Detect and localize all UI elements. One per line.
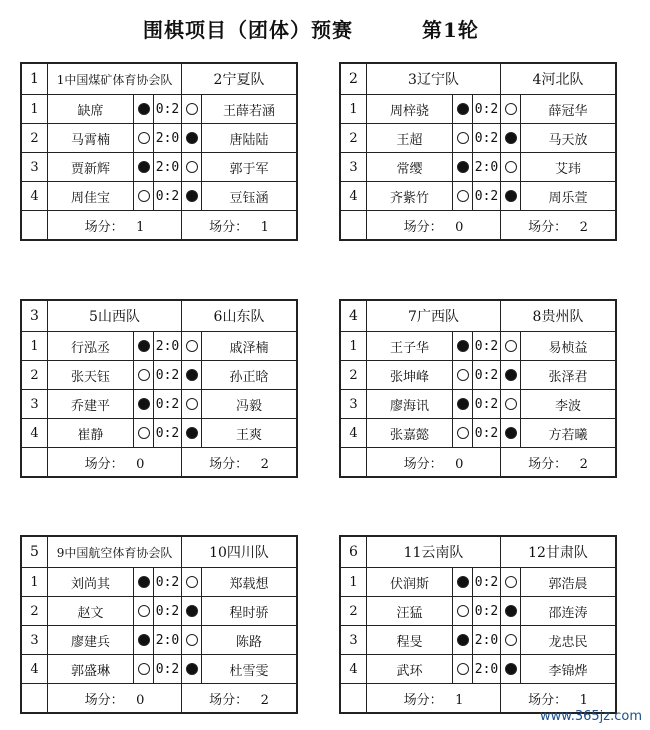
game-score: 2:0	[154, 124, 182, 153]
player-b: 豆钰涵	[202, 182, 297, 211]
white-stone-icon	[138, 369, 150, 381]
black-stone-icon	[457, 398, 469, 410]
player-a: 汪猛	[367, 597, 453, 626]
player-a: 贾新辉	[48, 153, 134, 182]
black-stone-icon	[138, 161, 150, 173]
player-a: 王超	[367, 124, 453, 153]
board-number: 1	[341, 95, 367, 124]
game-score: 2:0	[473, 153, 501, 182]
player-b: 邵连涛	[521, 597, 616, 626]
player-b: 薛冠华	[521, 95, 616, 124]
table-row	[341, 568, 616, 597]
board-number: 4	[341, 655, 367, 684]
table-row	[341, 153, 616, 182]
player-a: 常缨	[367, 153, 453, 182]
game-score: 0:2	[473, 361, 501, 390]
player-b: 马天放	[521, 124, 616, 153]
board-number: 3	[22, 390, 48, 419]
table-row	[22, 390, 297, 419]
team-b-points	[501, 211, 616, 240]
points-label: 场分：	[209, 456, 249, 472]
board-number: 3	[341, 153, 367, 182]
team-a-name: 9中国航空体育协会队	[48, 537, 182, 568]
team-b-points	[501, 448, 616, 477]
team-a-points	[367, 448, 501, 477]
match-number: 3	[22, 301, 48, 332]
black-stone-icon	[186, 605, 198, 617]
black-stone-icon	[186, 663, 198, 675]
team-b-name: 8贵州队	[501, 301, 616, 332]
board-number: 2	[22, 124, 48, 153]
black-stone-icon	[457, 634, 469, 646]
points-value: 0	[136, 456, 145, 472]
white-stone-icon	[186, 340, 198, 352]
white-stone-icon	[505, 576, 517, 588]
table-row	[22, 568, 297, 597]
game-score: 0:2	[154, 95, 182, 124]
board-number: 2	[341, 597, 367, 626]
player-b: 陈路	[202, 626, 297, 655]
points-label: 场分：	[84, 456, 124, 472]
match-table-5	[20, 535, 298, 714]
table-row	[341, 626, 616, 655]
white-stone-icon	[186, 161, 198, 173]
team-a-name: 11云南队	[367, 537, 501, 568]
points-label: 场分：	[403, 219, 443, 235]
team-b-name: 4河北队	[501, 64, 616, 95]
player-a: 廖海讯	[367, 390, 453, 419]
black-stone-icon	[505, 132, 517, 144]
game-score: 2:0	[473, 626, 501, 655]
match-number: 2	[341, 64, 367, 95]
round-title: 第1轮	[422, 18, 479, 42]
black-stone-icon	[138, 340, 150, 352]
player-a: 王子华	[367, 332, 453, 361]
player-a: 乔建平	[48, 390, 134, 419]
game-score: 2:0	[154, 332, 182, 361]
player-b: 张泽君	[521, 361, 616, 390]
points-label: 场分：	[84, 692, 124, 708]
board-number: 2	[341, 361, 367, 390]
black-stone-icon	[457, 161, 469, 173]
points-label: 场分：	[528, 219, 568, 235]
player-b: 王薛若涵	[202, 95, 297, 124]
game-score: 0:2	[154, 655, 182, 684]
white-stone-icon	[186, 634, 198, 646]
black-stone-icon	[505, 190, 517, 202]
black-stone-icon	[138, 103, 150, 115]
player-b: 艾玮	[521, 153, 616, 182]
table-row	[22, 626, 297, 655]
game-score: 0:2	[154, 419, 182, 448]
game-score: 0:2	[154, 182, 182, 211]
player-a: 伏润斯	[367, 568, 453, 597]
table-row	[341, 95, 616, 124]
points-label: 场分：	[528, 456, 568, 472]
player-a: 崔静	[48, 419, 134, 448]
table-row	[341, 332, 616, 361]
board-number: 4	[22, 655, 48, 684]
board-number: 4	[341, 419, 367, 448]
match-number: 1	[22, 64, 48, 95]
match-points-row	[341, 211, 616, 240]
player-b: 周乐萱	[521, 182, 616, 211]
player-a: 刘尚其	[48, 568, 134, 597]
table-row	[341, 124, 616, 153]
points-label: 场分：	[403, 456, 443, 472]
game-score: 0:2	[473, 419, 501, 448]
match-points-row	[22, 211, 297, 240]
match-points-row	[22, 684, 297, 713]
player-a: 武环	[367, 655, 453, 684]
white-stone-icon	[505, 161, 517, 173]
table-row	[22, 95, 297, 124]
team-a-points	[48, 448, 182, 477]
player-a: 周梓骁	[367, 95, 453, 124]
black-stone-icon	[505, 663, 517, 675]
table-row	[341, 390, 616, 419]
game-score: 0:2	[154, 568, 182, 597]
board-number: 4	[341, 182, 367, 211]
match-number: 6	[341, 537, 367, 568]
white-stone-icon	[138, 663, 150, 675]
black-stone-icon	[505, 369, 517, 381]
game-score: 0:2	[154, 361, 182, 390]
team-a-name: 7广西队	[367, 301, 501, 332]
player-a: 张天钰	[48, 361, 134, 390]
watermark: www.365jz.com	[540, 709, 642, 724]
player-a: 张嘉懿	[367, 419, 453, 448]
match-table-4	[339, 299, 617, 478]
table-row	[22, 332, 297, 361]
player-a: 齐紫竹	[367, 182, 453, 211]
game-score: 2:0	[154, 153, 182, 182]
table-row	[22, 182, 297, 211]
game-score: 0:2	[154, 597, 182, 626]
team-b-name: 12甘肃队	[501, 537, 616, 568]
match-table-6	[339, 535, 617, 714]
table-row	[22, 124, 297, 153]
game-score: 0:2	[473, 568, 501, 597]
board-number: 3	[22, 153, 48, 182]
team-a-name: 3辽宁队	[367, 64, 501, 95]
player-a: 周佳宝	[48, 182, 134, 211]
board-number: 1	[341, 568, 367, 597]
player-b: 杜雪雯	[202, 655, 297, 684]
points-label: 场分：	[528, 692, 568, 708]
points-value: 1	[260, 219, 269, 235]
player-a: 马霄楠	[48, 124, 134, 153]
white-stone-icon	[186, 576, 198, 588]
player-a: 廖建兵	[48, 626, 134, 655]
white-stone-icon	[505, 340, 517, 352]
points-label: 场分：	[209, 692, 249, 708]
black-stone-icon	[138, 634, 150, 646]
team-a-name: 1中国煤矿体育协会队	[48, 64, 182, 95]
board-number: 2	[22, 597, 48, 626]
game-score: 0:2	[473, 124, 501, 153]
game-score: 0:2	[473, 597, 501, 626]
black-stone-icon	[186, 132, 198, 144]
player-b: 李波	[521, 390, 616, 419]
board-number: 1	[22, 332, 48, 361]
points-label: 场分：	[209, 219, 249, 235]
team-a-name: 5山西队	[48, 301, 182, 332]
match-number: 5	[22, 537, 48, 568]
board-number: 1	[341, 332, 367, 361]
table-row	[22, 361, 297, 390]
points-value: 0	[136, 692, 145, 708]
player-b: 唐陆陆	[202, 124, 297, 153]
points-value: 1	[579, 692, 588, 708]
points-value: 2	[579, 219, 588, 235]
player-a: 程旻	[367, 626, 453, 655]
black-stone-icon	[138, 398, 150, 410]
player-b: 郑载想	[202, 568, 297, 597]
event-title: 围棋项目（团体）预赛	[143, 18, 353, 42]
points-value: 0	[455, 219, 464, 235]
board-number: 4	[22, 419, 48, 448]
points-value: 2	[579, 456, 588, 472]
player-b: 王爽	[202, 419, 297, 448]
table-row	[341, 655, 616, 684]
white-stone-icon	[505, 103, 517, 115]
points-value: 0	[455, 456, 464, 472]
board-number: 3	[341, 626, 367, 655]
table-row	[341, 182, 616, 211]
white-stone-icon	[457, 369, 469, 381]
match-table-1	[20, 62, 298, 241]
game-score: 2:0	[473, 655, 501, 684]
black-stone-icon	[186, 427, 198, 439]
board-number: 2	[341, 124, 367, 153]
points-value: 1	[455, 692, 464, 708]
white-stone-icon	[186, 103, 198, 115]
player-b: 戚泽楠	[202, 332, 297, 361]
table-row	[341, 597, 616, 626]
match-number: 4	[341, 301, 367, 332]
white-stone-icon	[457, 132, 469, 144]
white-stone-icon	[138, 132, 150, 144]
table-row	[341, 361, 616, 390]
team-a-points	[367, 211, 501, 240]
board-number: 1	[22, 95, 48, 124]
black-stone-icon	[138, 576, 150, 588]
points-label: 场分：	[84, 219, 124, 235]
team-b-points	[182, 684, 297, 713]
player-b: 易桢益	[521, 332, 616, 361]
player-a: 行泓丞	[48, 332, 134, 361]
player-b: 程时骄	[202, 597, 297, 626]
points-value: 2	[260, 692, 269, 708]
team-b-name: 2宁夏队	[182, 64, 297, 95]
black-stone-icon	[457, 340, 469, 352]
board-number: 2	[22, 361, 48, 390]
table-row	[22, 419, 297, 448]
team-b-points	[182, 448, 297, 477]
board-number: 3	[341, 390, 367, 419]
points-value: 2	[260, 456, 269, 472]
player-b: 孙正晗	[202, 361, 297, 390]
player-a: 赵文	[48, 597, 134, 626]
black-stone-icon	[505, 605, 517, 617]
game-score: 0:2	[473, 95, 501, 124]
match-table-2	[339, 62, 617, 241]
game-score: 0:2	[473, 182, 501, 211]
table-row	[22, 153, 297, 182]
board-number: 1	[22, 568, 48, 597]
game-score: 0:2	[154, 390, 182, 419]
board-number: 4	[22, 182, 48, 211]
team-b-points	[182, 211, 297, 240]
table-row	[341, 419, 616, 448]
board-number: 3	[22, 626, 48, 655]
white-stone-icon	[457, 605, 469, 617]
table-row	[22, 655, 297, 684]
team-a-points	[48, 211, 182, 240]
points-label: 场分：	[403, 692, 443, 708]
team-a-points	[367, 684, 501, 713]
team-b-name: 6山东队	[182, 301, 297, 332]
player-b: 郭浩晨	[521, 568, 616, 597]
white-stone-icon	[457, 427, 469, 439]
black-stone-icon	[186, 369, 198, 381]
team-b-name: 10四川队	[182, 537, 297, 568]
game-score: 0:2	[473, 332, 501, 361]
black-stone-icon	[505, 427, 517, 439]
game-score: 2:0	[154, 626, 182, 655]
player-b: 龙忠民	[521, 626, 616, 655]
player-b: 方若曦	[521, 419, 616, 448]
black-stone-icon	[457, 103, 469, 115]
table-row	[22, 597, 297, 626]
player-b: 郭于军	[202, 153, 297, 182]
white-stone-icon	[457, 190, 469, 202]
white-stone-icon	[138, 190, 150, 202]
white-stone-icon	[138, 605, 150, 617]
player-b: 李锦烨	[521, 655, 616, 684]
black-stone-icon	[186, 190, 198, 202]
white-stone-icon	[138, 427, 150, 439]
player-a: 张坤峰	[367, 361, 453, 390]
match-points-row	[22, 448, 297, 477]
points-value: 1	[136, 219, 145, 235]
white-stone-icon	[186, 398, 198, 410]
match-points-row	[341, 448, 616, 477]
white-stone-icon	[505, 634, 517, 646]
player-a: 郭盛琳	[48, 655, 134, 684]
team-a-points	[48, 684, 182, 713]
match-table-3	[20, 299, 298, 478]
black-stone-icon	[457, 576, 469, 588]
white-stone-icon	[457, 663, 469, 675]
player-a: 缺席	[48, 95, 134, 124]
white-stone-icon	[505, 398, 517, 410]
game-score: 0:2	[473, 390, 501, 419]
player-b: 冯毅	[202, 390, 297, 419]
